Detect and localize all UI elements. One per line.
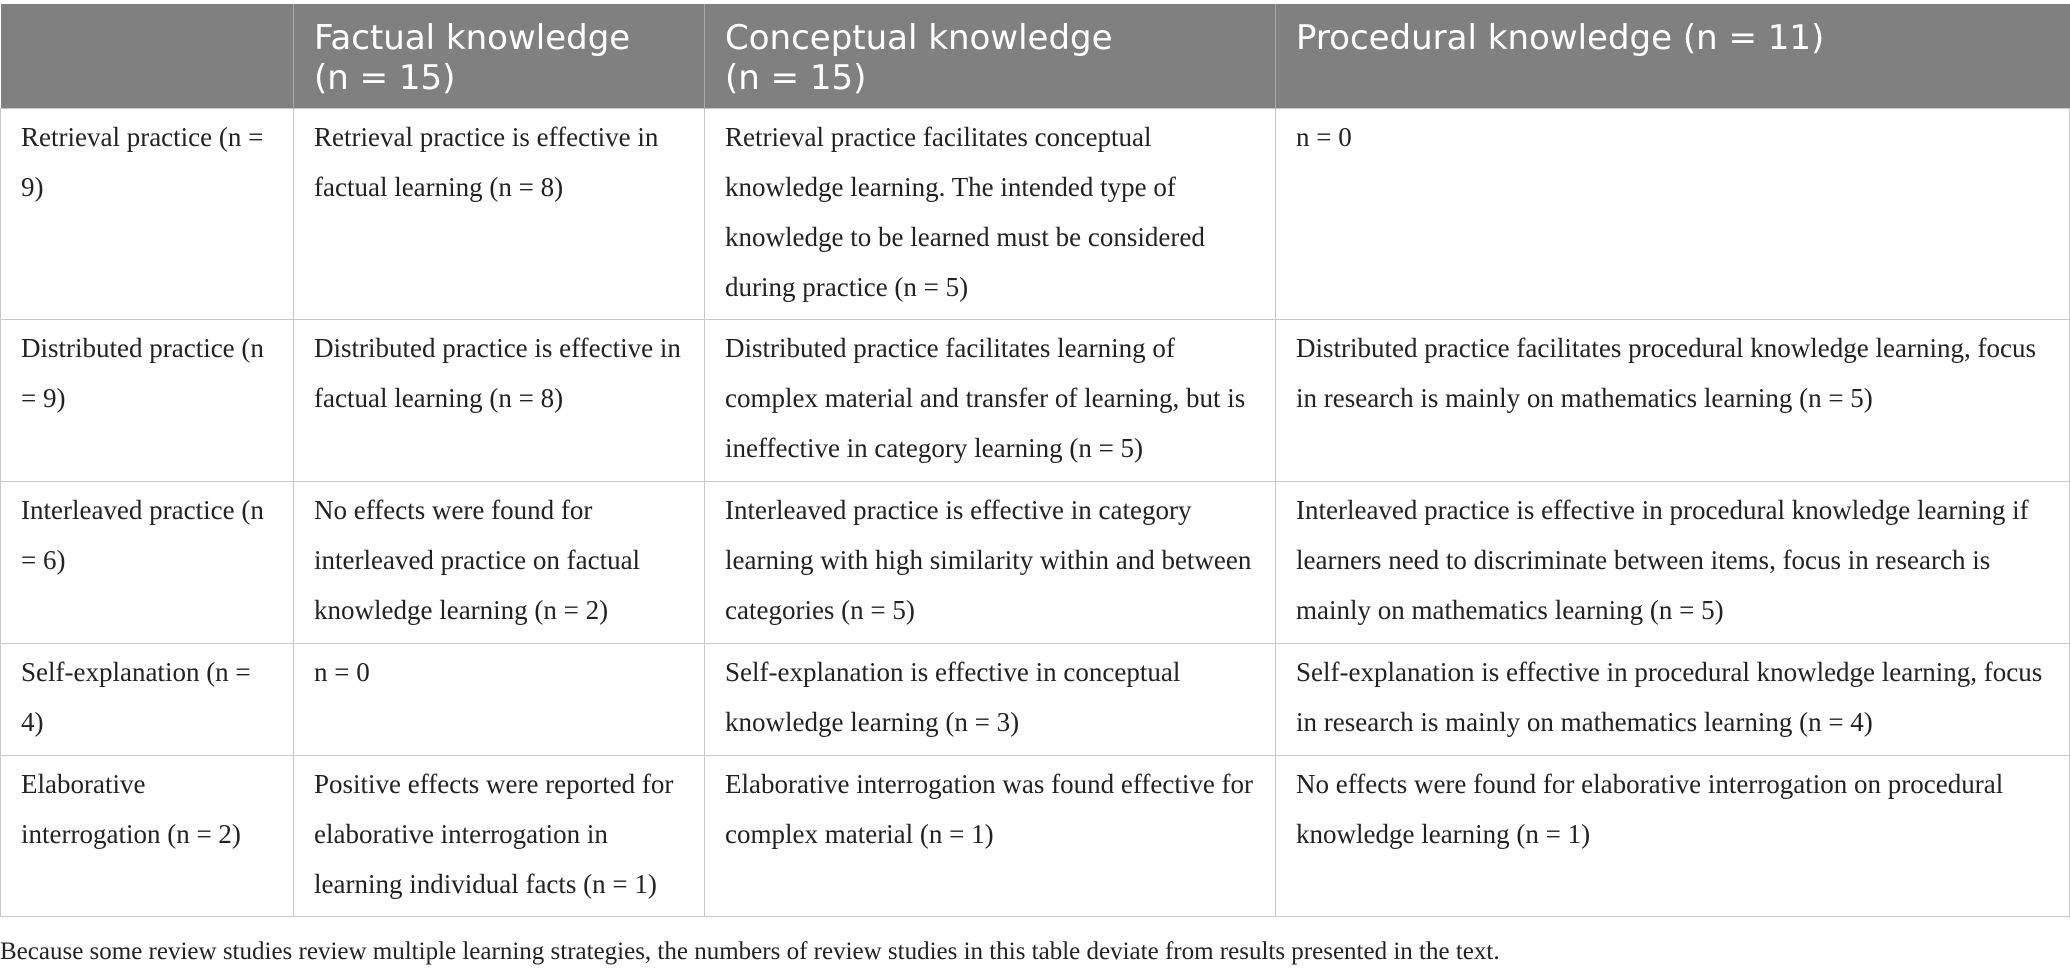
conceptual-cell: Self-explanation is effective in conceptual knowledge learning (n = 3) [705,644,1276,756]
factual-cell: n = 0 [294,644,705,756]
conceptual-cell: Retrieval practice facilitates conceptual knowledge learning. The intended type of knowledge to be learned must be considered during practice (n = 5) [705,109,1276,320]
table-row [1,482,2070,644]
learning-strategies-table [0,4,2070,917]
conceptual-cell: Elaborative interrogation was found effective for complex material (n = 1) [705,756,1276,917]
factual-cell: Distributed practice is effective in factual learning (n = 8) [294,320,705,482]
header-cell-conceptual [705,4,1276,109]
table-row [1,320,2070,482]
header-conceptual-count: (n = 15) [725,58,867,98]
learning-strategies-table-container [0,4,2070,917]
header-factual-count: (n = 15) [314,58,456,98]
table-header [1,4,2070,109]
factual-cell: No effects were found for interleaved practice on factual knowledge learning (n = 2) [294,482,705,644]
factual-cell: Positive effects were reported for elaborative interrogation in learning individual facts (n = 1) [294,756,705,917]
procedural-cell: No effects were found for elaborative interrogation on procedural knowledge learning (n = 1) [1276,756,2070,917]
table-body [1,109,2070,917]
strategy-cell: Distributed practice (n = 9) [1,320,294,482]
strategy-cell: Retrieval practice (n = 9) [1,109,294,320]
procedural-cell: Interleaved practice is effective in procedural knowledge learning if learners need to discriminate between items, focus in research is mainly on mathematics learning (n = 5) [1276,482,2070,644]
factual-cell: Retrieval practice is effective in factual learning (n = 8) [294,109,705,320]
header-procedural-title: Procedural knowledge (n = 11) [1296,18,1825,58]
table-footnote: Because some review studies review multiple learning strategies, the numbers of review studies in this table deviate from results presented in the text. [0,938,1500,965]
header-cell-procedural [1276,4,2070,109]
table-row [1,644,2070,756]
header-cell-strategy [1,4,294,109]
header-row [1,4,2070,109]
procedural-cell: n = 0 [1276,109,2070,320]
procedural-cell: Self-explanation is effective in procedural knowledge learning, focus in research is mainly on mathematics learning (n = 4) [1276,644,2070,756]
header-cell-factual [294,4,705,109]
conceptual-cell: Distributed practice facilitates learning of complex material and transfer of learning, but is ineffective in category learning (n = 5) [705,320,1276,482]
table-row [1,756,2070,917]
strategy-cell: Self-explanation (n = 4) [1,644,294,756]
strategy-cell: Interleaved practice (n = 6) [1,482,294,644]
header-factual-title: Factual knowledge [314,18,631,58]
procedural-cell: Distributed practice facilitates procedural knowledge learning, focus in research is mainly on mathematics learning (n = 5) [1276,320,2070,482]
table-row [1,109,2070,320]
strategy-cell: Elaborative interrogation (n = 2) [1,756,294,917]
header-conceptual-title: Conceptual knowledge [725,18,1113,58]
conceptual-cell: Interleaved practice is effective in category learning with high similarity within and between categories (n = 5) [705,482,1276,644]
